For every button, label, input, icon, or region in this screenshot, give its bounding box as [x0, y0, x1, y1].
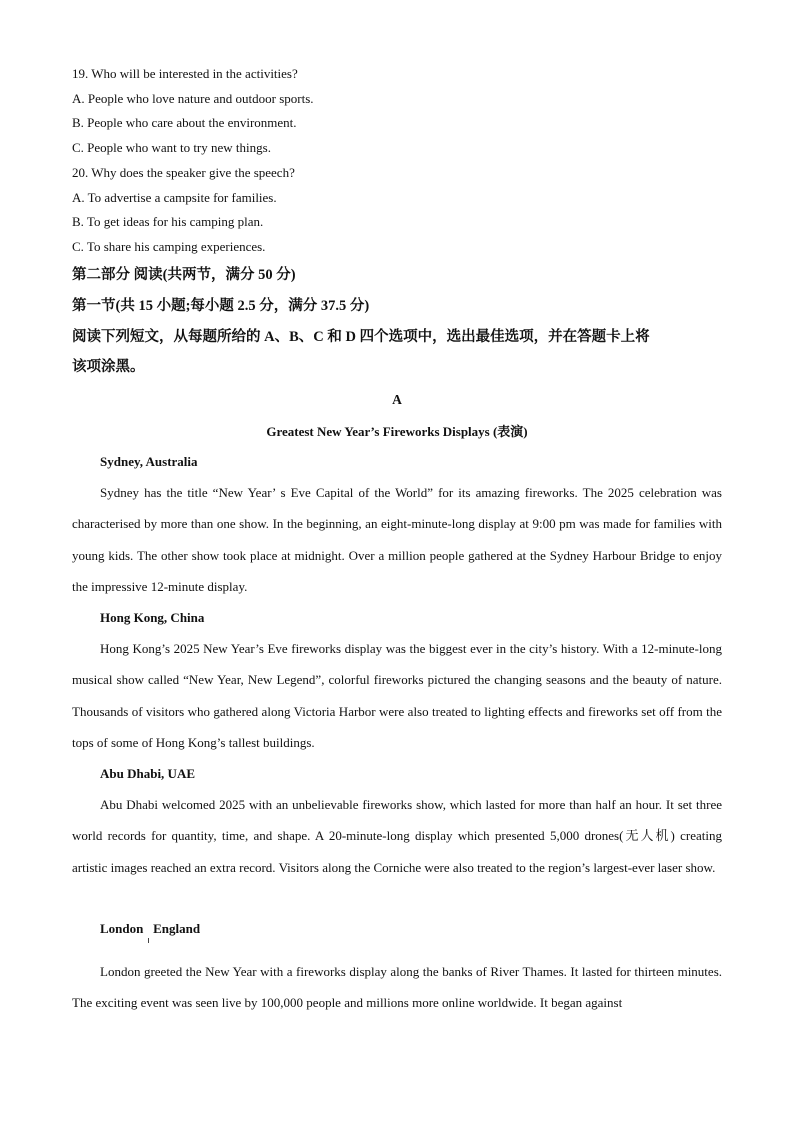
question-20-option-a: A. To advertise a campsite for families.: [72, 190, 277, 205]
city-heading-london: London England: [100, 921, 201, 936]
passage-letter: A: [392, 392, 402, 407]
question-20-option-b: B. To get ideas for his camping plan.: [72, 214, 264, 229]
instructions-line-2: 该项涂黑。: [72, 359, 145, 375]
question-19-option-c: C. People who want to try new things.: [72, 140, 271, 155]
passage-title: Greatest New Year’s Fireworks Displays (表演): [266, 424, 528, 439]
instructions-line-1: 阅读下列短文，从每题所给的 A、B、C 和 D 四个选项中，选出最佳选项，并在答题卡上将: [72, 329, 650, 345]
city-heading-hong-kong: Hong Kong, China: [100, 610, 205, 625]
question-19-option-a: A. People who love nature and outdoor sports.: [72, 91, 314, 106]
city-heading-abu-dhabi: Abu Dhabi, UAE: [100, 766, 196, 781]
question-19-stem: 19. Who will be interested in the activities?: [72, 66, 298, 81]
stray-mark: [148, 938, 149, 943]
paragraph-sydney: Sydney has the title “New Year’ s Eve Capital of the World” for its amazing fireworks. The 2025 celebration was characterised by more than one show. In the beginning, an eight-minute-long display at 9:00 pm was made for families with young kids. The other show took place at midnight. Over a million people gathered at the Sydney Harbour Bridge to enjoy the impressive 12-minute display.: [72, 485, 722, 594]
question-19-option-b: B. People who care about the environment.: [72, 115, 297, 130]
city-heading-sydney: Sydney, Australia: [100, 454, 198, 469]
paragraph-hong-kong: Hong Kong’s 2025 New Year’s Eve fireworks display was the biggest ever in the city’s history. With a 12-minute-long musical show called “New Year, New Legend”, colorful fireworks pictured the changing seasons and the beauty of nature. Thousands of visitors who gathered along Victoria Harbor were also treated to lighting effects and fireworks set off from the tops of some of Hong Kong’s tallest buildings.: [72, 641, 722, 750]
question-20-stem: 20. Why does the speaker give the speech?: [72, 165, 295, 180]
paragraph-abu-dhabi: Abu Dhabi welcomed 2025 with an unbelievable fireworks show, which lasted for more than half an hour. It set three world records for quantity, time, and shape. A 20-minute-long display which presented 5,000 drones(无人机) creating artistic images reached an extra record. Visitors along the Corniche were also treated to the region’s largest-ever laser show.: [72, 797, 722, 875]
section-heading: 第一节(共 15 小题;每小题 2.5 分，满分 37.5 分): [72, 298, 370, 314]
part-heading: 第二部分 阅读(共两节，满分 50 分): [72, 267, 296, 283]
paragraph-london: London greeted the New Year with a fireworks display along the banks of River Thames. It lasted for thirteen minutes. The exciting event was seen live by 100,000 people and millions more online worldwide. It began against: [72, 964, 722, 1011]
question-20-option-c: C. To share his camping experiences.: [72, 239, 266, 254]
